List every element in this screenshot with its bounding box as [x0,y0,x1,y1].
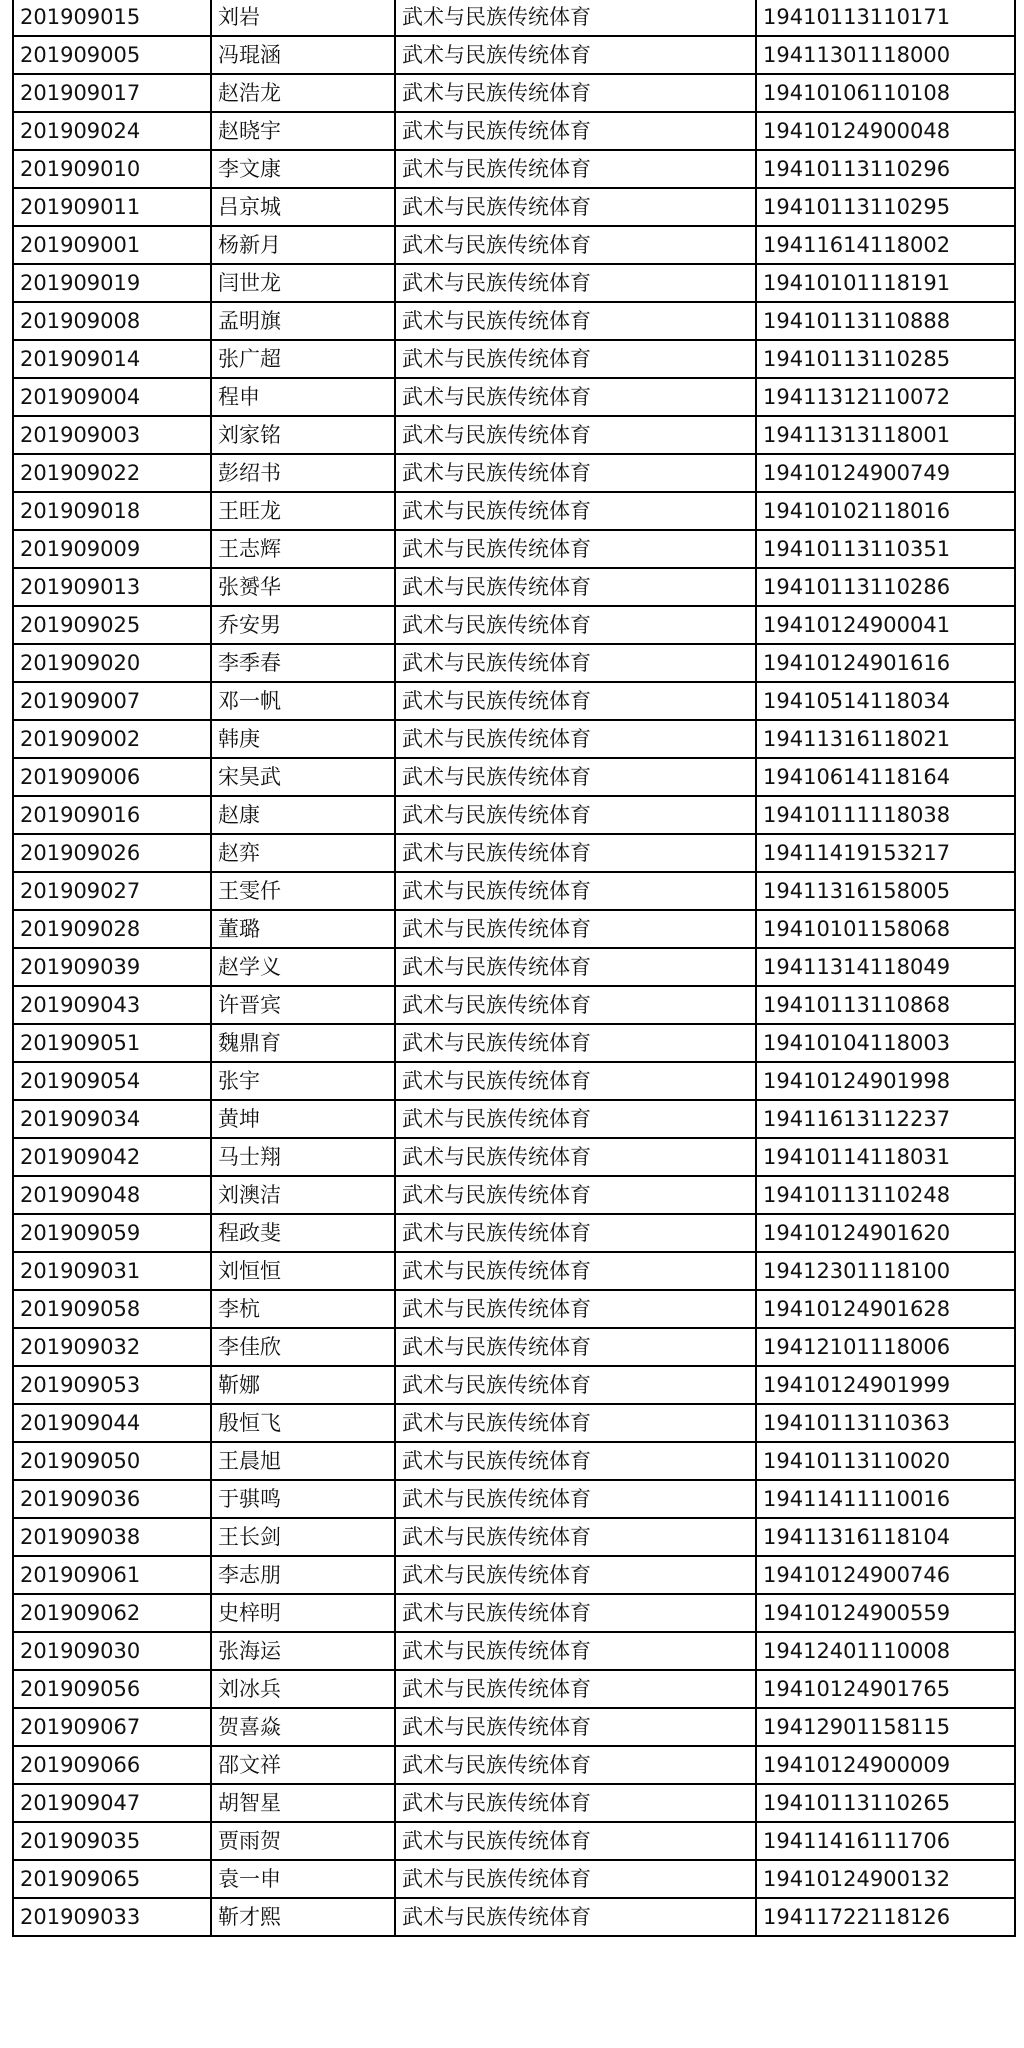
exam-number-cell: 19410124900009 [756,1746,1015,1784]
student-name-cell: 李季春 [211,644,395,682]
student-name-cell: 赵晓宇 [211,112,395,150]
exam-number-cell: 19410102118016 [756,492,1015,530]
table-row [13,1252,1015,1290]
major-cell: 武术与民族传统体育 [395,378,756,416]
student-number-cell: 201909039 [13,948,211,986]
student-name-cell: 王晨旭 [211,1442,395,1480]
exam-number-cell: 19410124901998 [756,1062,1015,1100]
exam-number-cell: 19410124901616 [756,644,1015,682]
exam-number-cell: 19410124901999 [756,1366,1015,1404]
student-name-cell: 靳娜 [211,1366,395,1404]
exam-number-cell: 19410113110248 [756,1176,1015,1214]
exam-number-cell: 19410124900559 [756,1594,1015,1632]
student-number-cell: 201909033 [13,1898,211,1936]
major-cell: 武术与民族传统体育 [395,1366,756,1404]
major-cell: 武术与民族传统体育 [395,264,756,302]
exam-number-cell: 19411316118104 [756,1518,1015,1556]
table-row [13,492,1015,530]
student-number-cell: 201909027 [13,872,211,910]
exam-number-cell: 19410113110351 [756,530,1015,568]
student-name-cell: 王长剑 [211,1518,395,1556]
table-row [13,1290,1015,1328]
student-name-cell: 殷恒飞 [211,1404,395,1442]
student-number-cell: 201909034 [13,1100,211,1138]
student-number-cell: 201909011 [13,188,211,226]
major-cell: 武术与民族传统体育 [395,1176,756,1214]
table-row [13,606,1015,644]
major-cell: 武术与民族传统体育 [395,1556,756,1594]
student-name-cell: 李杭 [211,1290,395,1328]
table-row [13,340,1015,378]
major-cell: 武术与民族传统体育 [395,682,756,720]
exam-number-cell: 19410113110888 [756,302,1015,340]
student-number-cell: 201909065 [13,1860,211,1898]
exam-number-cell: 19412301118100 [756,1252,1015,1290]
student-number-cell: 201909058 [13,1290,211,1328]
student-name-cell: 李志朋 [211,1556,395,1594]
exam-number-cell: 19411313118001 [756,416,1015,454]
major-cell: 武术与民族传统体育 [395,796,756,834]
student-name-cell: 闫世龙 [211,264,395,302]
major-cell: 武术与民族传统体育 [395,948,756,986]
student-name-cell: 程申 [211,378,395,416]
table-row [13,568,1015,606]
major-cell: 武术与民族传统体育 [395,1518,756,1556]
exam-number-cell: 19410113110868 [756,986,1015,1024]
major-cell: 武术与民族传统体育 [395,606,756,644]
exam-number-cell: 19410124901620 [756,1214,1015,1252]
major-cell: 武术与民族传统体育 [395,644,756,682]
exam-number-cell: 19412101118006 [756,1328,1015,1366]
table-row [13,1404,1015,1442]
major-cell: 武术与民族传统体育 [395,150,756,188]
major-cell: 武术与民族传统体育 [395,302,756,340]
table-row [13,644,1015,682]
student-name-cell: 马士翔 [211,1138,395,1176]
student-number-cell: 201909048 [13,1176,211,1214]
student-name-cell: 魏鼎育 [211,1024,395,1062]
student-name-cell: 赵学义 [211,948,395,986]
student-name-cell: 王旺龙 [211,492,395,530]
student-name-cell: 刘澳洁 [211,1176,395,1214]
exam-number-cell: 19410114118031 [756,1138,1015,1176]
student-name-cell: 刘恒恒 [211,1252,395,1290]
major-cell: 武术与民族传统体育 [395,112,756,150]
student-name-cell: 张广超 [211,340,395,378]
student-number-cell: 201909007 [13,682,211,720]
exam-number-cell: 19410113110171 [756,0,1015,36]
exam-number-cell: 19410104118003 [756,1024,1015,1062]
exam-number-cell: 19410113110285 [756,340,1015,378]
exam-number-cell: 19411416111706 [756,1822,1015,1860]
major-cell: 武术与民族传统体育 [395,910,756,948]
student-name-cell: 黄坤 [211,1100,395,1138]
exam-number-cell: 19411312110072 [756,378,1015,416]
student-name-cell: 许晋宾 [211,986,395,1024]
student-number-cell: 201909026 [13,834,211,872]
table-row [13,188,1015,226]
student-number-cell: 201909019 [13,264,211,302]
student-number-cell: 201909022 [13,454,211,492]
student-number-cell: 201909003 [13,416,211,454]
exam-number-cell: 19411301118000 [756,36,1015,74]
student-number-cell: 201909056 [13,1670,211,1708]
roster-body [13,0,1015,1936]
student-number-cell: 201909030 [13,1632,211,1670]
major-cell: 武术与民族传统体育 [395,568,756,606]
student-name-cell: 王志辉 [211,530,395,568]
student-number-cell: 201909006 [13,758,211,796]
major-cell: 武术与民族传统体育 [395,720,756,758]
student-number-cell: 201909054 [13,1062,211,1100]
major-cell: 武术与民族传统体育 [395,1632,756,1670]
major-cell: 武术与民族传统体育 [395,492,756,530]
exam-number-cell: 19412401110008 [756,1632,1015,1670]
student-name-cell: 胡智星 [211,1784,395,1822]
major-cell: 武术与民族传统体育 [395,74,756,112]
table-row [13,1366,1015,1404]
exam-number-cell: 19410514118034 [756,682,1015,720]
major-cell: 武术与民族传统体育 [395,758,756,796]
student-number-cell: 201909016 [13,796,211,834]
major-cell: 武术与民族传统体育 [395,1822,756,1860]
major-cell: 武术与民族传统体育 [395,1860,756,1898]
major-cell: 武术与民族传统体育 [395,1442,756,1480]
table-row [13,1898,1015,1936]
exam-number-cell: 19411411110016 [756,1480,1015,1518]
major-cell: 武术与民族传统体育 [395,1480,756,1518]
major-cell: 武术与民族传统体育 [395,1404,756,1442]
student-number-cell: 201909020 [13,644,211,682]
major-cell: 武术与民族传统体育 [395,188,756,226]
student-name-cell: 赵弈 [211,834,395,872]
student-number-cell: 201909024 [13,112,211,150]
student-name-cell: 邓一帆 [211,682,395,720]
exam-number-cell: 19410113110363 [756,1404,1015,1442]
student-number-cell: 201909043 [13,986,211,1024]
major-cell: 武术与民族传统体育 [395,1290,756,1328]
table-row [13,720,1015,758]
major-cell: 武术与民族传统体育 [395,1024,756,1062]
exam-number-cell: 19410101118191 [756,264,1015,302]
student-number-cell: 201909031 [13,1252,211,1290]
major-cell: 武术与民族传统体育 [395,872,756,910]
table-row [13,454,1015,492]
major-cell: 武术与民族传统体育 [395,416,756,454]
student-name-cell: 张海运 [211,1632,395,1670]
exam-number-cell: 19410124901765 [756,1670,1015,1708]
student-number-cell: 201909013 [13,568,211,606]
student-name-cell: 杨新月 [211,226,395,264]
student-number-cell: 201909050 [13,1442,211,1480]
major-cell: 武术与民族传统体育 [395,454,756,492]
table-row [13,948,1015,986]
student-name-cell: 张赟华 [211,568,395,606]
table-row [13,416,1015,454]
exam-number-cell: 19411613112237 [756,1100,1015,1138]
student-name-cell: 孟明旗 [211,302,395,340]
major-cell: 武术与民族传统体育 [395,1328,756,1366]
student-number-cell: 201909004 [13,378,211,416]
student-name-cell: 贾雨贺 [211,1822,395,1860]
student-number-cell: 201909009 [13,530,211,568]
table-row [13,0,1015,36]
student-number-cell: 201909066 [13,1746,211,1784]
student-name-cell: 邵文祥 [211,1746,395,1784]
student-number-cell: 201909036 [13,1480,211,1518]
student-number-cell: 201909005 [13,36,211,74]
table-row [13,1480,1015,1518]
student-number-cell: 201909032 [13,1328,211,1366]
major-cell: 武术与民族传统体育 [395,530,756,568]
exam-number-cell: 19411314118049 [756,948,1015,986]
student-name-cell: 张宇 [211,1062,395,1100]
student-number-cell: 201909061 [13,1556,211,1594]
table-row [13,1518,1015,1556]
student-number-cell: 201909035 [13,1822,211,1860]
table-row [13,796,1015,834]
exam-number-cell: 19412901158115 [756,1708,1015,1746]
exam-number-cell: 19410113110286 [756,568,1015,606]
table-row [13,36,1015,74]
exam-number-cell: 19410124900749 [756,454,1015,492]
student-number-cell: 201909014 [13,340,211,378]
exam-number-cell: 19411316118021 [756,720,1015,758]
student-name-cell: 王雯仟 [211,872,395,910]
table-row [13,1632,1015,1670]
exam-number-cell: 19410113110296 [756,150,1015,188]
table-row [13,1138,1015,1176]
major-cell: 武术与民族传统体育 [395,986,756,1024]
table-row [13,1100,1015,1138]
major-cell: 武术与民族传统体育 [395,1214,756,1252]
student-number-cell: 201909038 [13,1518,211,1556]
student-name-cell: 董璐 [211,910,395,948]
table-row [13,74,1015,112]
exam-number-cell: 19410614118164 [756,758,1015,796]
exam-number-cell: 19410111118038 [756,796,1015,834]
student-number-cell: 201909015 [13,0,211,36]
table-row [13,1746,1015,1784]
table-row [13,834,1015,872]
student-number-cell: 201909002 [13,720,211,758]
table-row [13,1062,1015,1100]
student-name-cell: 宋昊武 [211,758,395,796]
student-number-cell: 201909008 [13,302,211,340]
major-cell: 武术与民族传统体育 [395,1100,756,1138]
student-name-cell: 赵康 [211,796,395,834]
exam-number-cell: 19411419153217 [756,834,1015,872]
student-number-cell: 201909067 [13,1708,211,1746]
exam-number-cell: 19411316158005 [756,872,1015,910]
major-cell: 武术与民族传统体育 [395,0,756,36]
major-cell: 武术与民族传统体育 [395,834,756,872]
student-number-cell: 201909010 [13,150,211,188]
table-row [13,264,1015,302]
major-cell: 武术与民族传统体育 [395,1062,756,1100]
student-name-cell: 乔安男 [211,606,395,644]
student-number-cell: 201909018 [13,492,211,530]
major-cell: 武术与民族传统体育 [395,1784,756,1822]
student-number-cell: 201909053 [13,1366,211,1404]
exam-number-cell: 19411614118002 [756,226,1015,264]
major-cell: 武术与民族传统体育 [395,1708,756,1746]
student-number-cell: 201909059 [13,1214,211,1252]
student-name-cell: 冯琨涵 [211,36,395,74]
exam-number-cell: 19410113110265 [756,1784,1015,1822]
table-row [13,378,1015,416]
student-name-cell: 程政斐 [211,1214,395,1252]
major-cell: 武术与民族传统体育 [395,1670,756,1708]
student-number-cell: 201909044 [13,1404,211,1442]
student-number-cell: 201909028 [13,910,211,948]
student-name-cell: 贺喜焱 [211,1708,395,1746]
table-row [13,1784,1015,1822]
table-row [13,226,1015,264]
student-number-cell: 201909001 [13,226,211,264]
table-row [13,1214,1015,1252]
exam-number-cell: 19410124900132 [756,1860,1015,1898]
student-name-cell: 于骐鸣 [211,1480,395,1518]
table-row [13,1594,1015,1632]
exam-number-cell: 19411722118126 [756,1898,1015,1936]
table-row [13,1670,1015,1708]
table-row [13,872,1015,910]
major-cell: 武术与民族传统体育 [395,1898,756,1936]
student-name-cell: 刘冰兵 [211,1670,395,1708]
student-name-cell: 靳才熙 [211,1898,395,1936]
table-row [13,910,1015,948]
table-row [13,1556,1015,1594]
student-name-cell: 刘家铭 [211,416,395,454]
student-name-cell: 吕京城 [211,188,395,226]
student-name-cell: 赵浩龙 [211,74,395,112]
table-row [13,986,1015,1024]
exam-number-cell: 19410124900048 [756,112,1015,150]
table-row [13,1024,1015,1062]
table-row [13,1328,1015,1366]
student-name-cell: 李佳欣 [211,1328,395,1366]
table-row [13,1442,1015,1480]
table-row [13,1176,1015,1214]
student-name-cell: 刘岩 [211,0,395,36]
exam-number-cell: 19410106110108 [756,74,1015,112]
student-roster-table [12,0,1016,1937]
major-cell: 武术与民族传统体育 [395,340,756,378]
major-cell: 武术与民族传统体育 [395,36,756,74]
student-number-cell: 201909051 [13,1024,211,1062]
student-number-cell: 201909042 [13,1138,211,1176]
table-row [13,1860,1015,1898]
student-number-cell: 201909025 [13,606,211,644]
major-cell: 武术与民族传统体育 [395,1138,756,1176]
exam-number-cell: 19410113110295 [756,188,1015,226]
student-name-cell: 韩庚 [211,720,395,758]
exam-number-cell: 19410101158068 [756,910,1015,948]
student-name-cell: 李文康 [211,150,395,188]
student-number-cell: 201909062 [13,1594,211,1632]
table-row [13,530,1015,568]
exam-number-cell: 19410124901628 [756,1290,1015,1328]
table-row [13,1822,1015,1860]
student-name-cell: 袁一申 [211,1860,395,1898]
student-number-cell: 201909017 [13,74,211,112]
table-row [13,302,1015,340]
major-cell: 武术与民族传统体育 [395,226,756,264]
table-row [13,758,1015,796]
major-cell: 武术与民族传统体育 [395,1594,756,1632]
student-name-cell: 彭绍书 [211,454,395,492]
table-row [13,1708,1015,1746]
exam-number-cell: 19410124900041 [756,606,1015,644]
exam-number-cell: 19410113110020 [756,1442,1015,1480]
major-cell: 武术与民族传统体育 [395,1252,756,1290]
exam-number-cell: 19410124900746 [756,1556,1015,1594]
student-number-cell: 201909047 [13,1784,211,1822]
student-name-cell: 史梓明 [211,1594,395,1632]
table-row [13,682,1015,720]
table-row [13,150,1015,188]
table-row [13,112,1015,150]
major-cell: 武术与民族传统体育 [395,1746,756,1784]
